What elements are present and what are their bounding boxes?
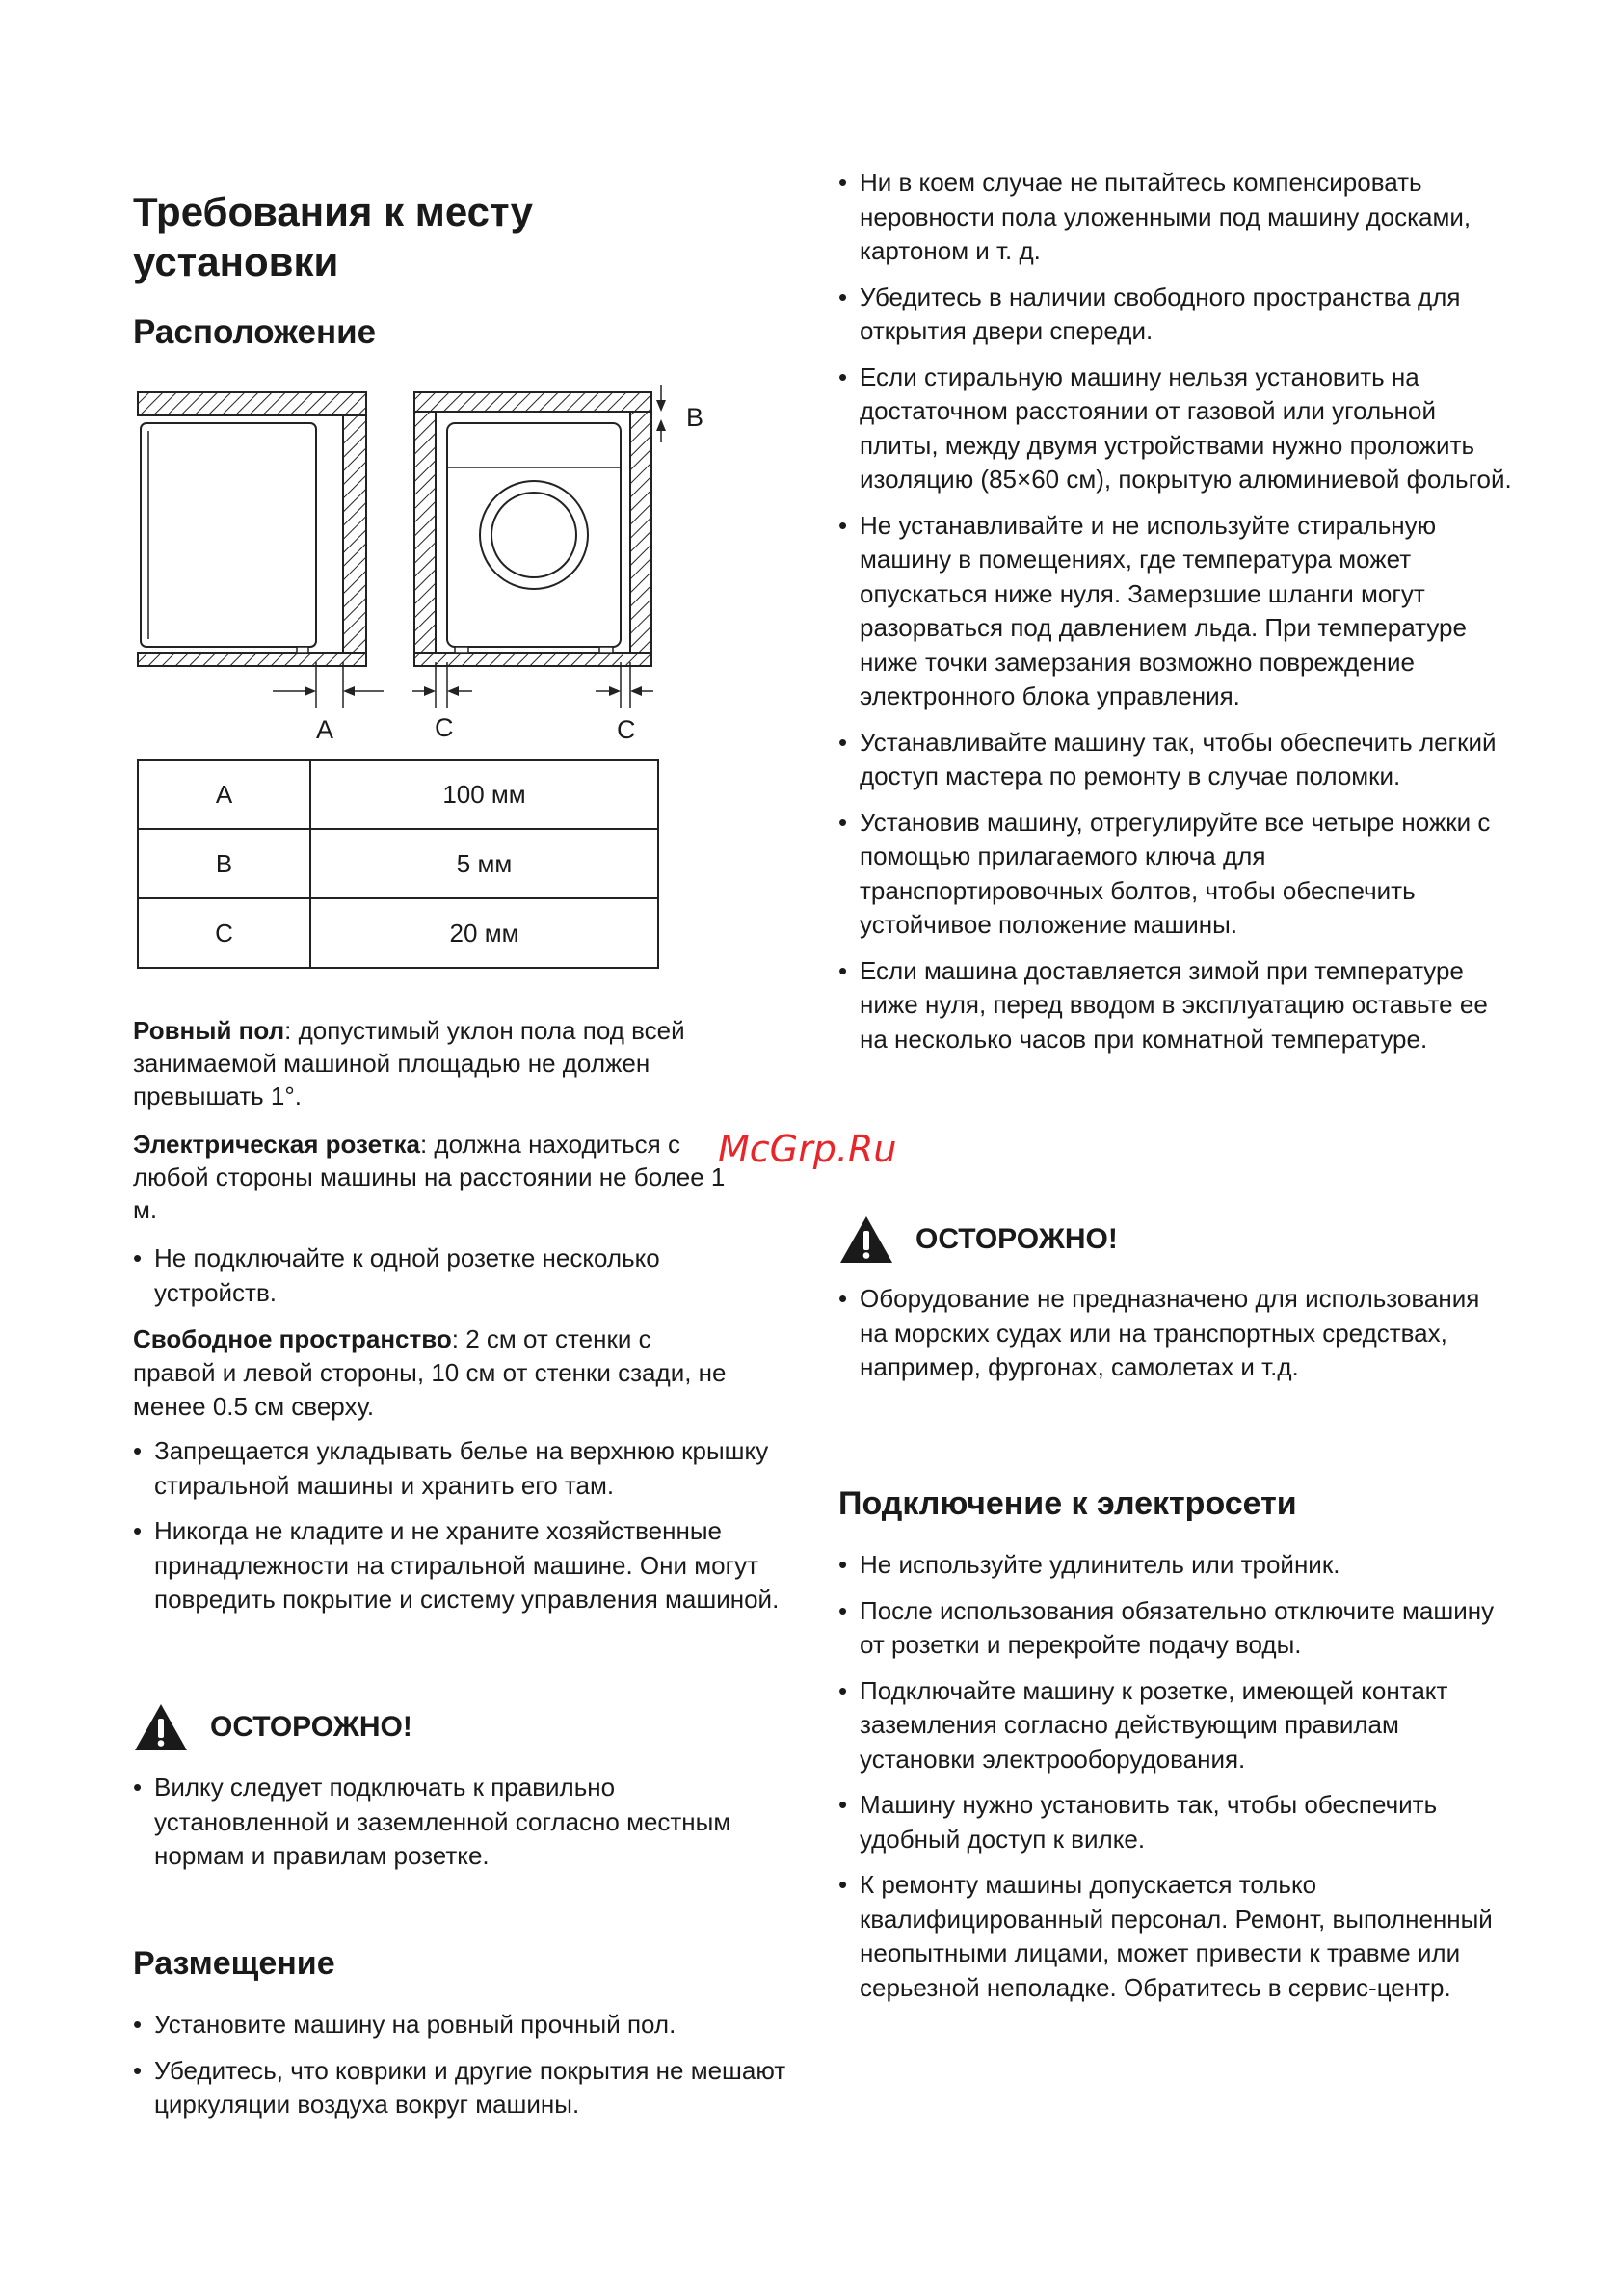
dimension-label-c-right: C [617,715,636,744]
dimensions-table [137,759,659,969]
page-title [133,187,533,287]
page-title-line1: Требования к месту [133,189,533,234]
dimension-label-c-left: C [435,713,454,742]
install-bullets [838,166,1513,1056]
placement-bullets [133,2008,788,2122]
space-text: : 2 см от стенки с правой и левой стороны, 10 см от стенки сзади, не менее 0.5 см сверху. [133,1324,727,1421]
list-item: • Устанавливайте машину так, чтобы обеспечить легкий доступ мастера по ремонту в случае поломки. [838,726,1513,794]
warning-left [133,1702,412,1752]
list-item: • Установив машину, отрегулируйте все четыре ножки с помощью прилагаемого ключа для транспортировочных болтов, чтобы обеспечить устойчивое положение машины. [838,806,1513,943]
installation-diagram [133,381,673,747]
section-location-heading: Расположение [133,313,377,351]
list-item: • Убедитесь в наличии свободного пространства для открытия двери спереди. [838,280,1513,349]
list-item: • Установите машину на ровный прочный пол. [133,2008,788,2042]
warning-icon [133,1702,189,1752]
list-item: • Не используйте удлинитель или тройник. [838,1548,1513,1583]
list-item: • Запрещается укладывать белье на верхнюю крышку стиральной машины и хранить его там. [133,1434,788,1503]
electric-heading: Подключение к электросети [838,1485,1297,1522]
list-item: • Не устанавливайте и не используйте стиральную машину в помещениях, где температура может опускаться ниже нуля. Замерзшие шланги могут разорваться под давлением льда. При температуре ниже точки замерзания возможно повреждение электронного блока управления. [838,509,1513,714]
floor-label: Ровный пол [133,1016,285,1045]
page-title-line2: установки [133,239,339,284]
watermark: McGrp.Ru [718,1128,897,1170]
dimension-label-b: B [686,403,704,432]
table-row [138,829,658,898]
front-view [412,385,666,708]
list-item: • Не подключайте к одной розетке несколько устройств. [133,1241,730,1310]
list-item: • Вилку следует подключать к правильно установленной и заземленной согласно местным нормам и правилам розетке. [133,1771,788,1874]
list-item: • Если машина доставляется зимой при температуре ниже нуля, перед вводом в эксплуатацию оставьте ее на несколько часов при комнатной температуре. [838,954,1513,1057]
dimension-key: B [138,829,310,898]
socket-paragraph [133,1128,730,1226]
socket-bullets [133,1241,730,1310]
list-item: • Убедитесь, что коврики и другие покрытия не мешают циркуляции воздуха вокруг машины. [133,2054,788,2122]
dimension-label-a: A [316,715,334,744]
socket-label: Электрическая розетка [133,1130,420,1159]
dimension-value: 100 мм [310,760,658,829]
electric-bullets [838,1548,1513,2005]
placement-heading: Размещение [133,1945,335,1982]
warning-icon [838,1215,894,1265]
dimension-value: 20 мм [310,898,658,968]
dimension-key: C [138,898,310,968]
floor-text: : допустимый уклон пола под всей занимаемой машиной площадью не должен превышать 1°. [133,1016,685,1110]
floor-paragraph [133,1014,759,1112]
list-item: • Оборудование не предназначено для использования на морских судах или на транспортных средствах, например, фургонах, самолетах и т.д. [838,1282,1513,1385]
warning-title: ОСТОРОЖНО! [915,1223,1118,1255]
list-item: • Ни в коем случае не пытайтесь компенсировать неровности пола уложенными под машину досками, картоном и т. д. [838,166,1513,269]
side-view [138,392,384,708]
warning-title: ОСТОРОЖНО! [210,1711,412,1743]
dimension-key: A [138,760,310,829]
list-item: • Машину нужно установить так, чтобы обеспечить удобный доступ к вилке. [838,1788,1513,1856]
dimension-value: 5 мм [310,829,658,898]
space-label: Свободное пространство [133,1324,452,1353]
space-bullets [133,1434,788,1617]
space-paragraph [133,1322,730,1424]
warning-left-bullets [133,1771,788,1874]
socket-text: : должна находиться с любой стороны машины на расстоянии не более 1 м. [133,1130,726,1224]
list-item: • Если стиральную машину нельзя установить на достаточном расстоянии от газовой или угольной плиты, между двумя устройствами нужно проложить изоляцию (85×60 см), покрытую алюминиевой фольгой. [838,360,1513,497]
list-item: • После использования обязательно отключите машину от розетки и перекройте подачу воды. [838,1594,1513,1663]
list-item: • Никогда не кладите и не храните хозяйственные принадлежности на стиральной машине. Они могут повредить покрытие и систему управления машиной. [133,1514,788,1617]
table-row [138,760,658,829]
warning-right-bullets [838,1282,1513,1385]
list-item: • К ремонту машины допускается только квалифицированный персонал. Ремонт, выполненный неопытными лицами, может привести к травме или серьезной неполадке. Обратитесь в сервис-центр. [838,1868,1513,2005]
list-item: • Подключайте машину к розетке, имеющей контакт заземления согласно действующим правилам установки электрооборудования. [838,1674,1513,1777]
warning-right [838,1215,1118,1265]
table-row [138,898,658,968]
